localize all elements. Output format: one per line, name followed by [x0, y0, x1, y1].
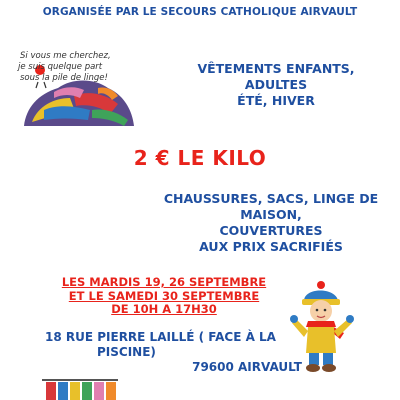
- clothes-rack-illustration: [40, 376, 120, 400]
- items-line: COUVERTURES: [219, 223, 323, 238]
- items-list: [160, 191, 382, 255]
- organizer-line: ORGANISÉE PAR LE SECOURS CATHOLIQUE AIRVAULT: [42, 6, 358, 18]
- winter-child-illustration: [286, 275, 356, 373]
- address-city: 79600 AIRVAULT: [192, 360, 302, 374]
- address-line: 18 RUE PIERRE LAILLÉ ( FACE À LA: [45, 330, 276, 344]
- items-line: AUX PRIX SACRIFIÉS: [199, 239, 343, 254]
- dates-line: DE 10H A 17H30: [111, 302, 217, 316]
- caption-line-3: sous la pile de linge!: [20, 73, 108, 83]
- clothes-types: [178, 61, 374, 109]
- clothes-line: ADULTES: [244, 77, 308, 92]
- dates-line: LES MARDIS 19, 26 SEPTEMBRE: [61, 275, 267, 289]
- items-line: CHAUSSURES, SACS, LINGE DE MAISON,: [163, 191, 379, 222]
- price-per-kilo: 2 € LE KILO: [133, 146, 267, 170]
- pile-caption: [17, 51, 111, 83]
- dates-line: ET LE SAMEDI 30 SEPTEMBRE: [68, 288, 260, 303]
- address: [45, 330, 305, 375]
- address-line: PISCINE): [97, 345, 156, 359]
- caption-line-1: Si vous me cherchez,: [20, 51, 111, 61]
- clothes-line: VÊTEMENTS ENFANTS,: [197, 61, 355, 76]
- sale-dates: [44, 276, 284, 317]
- clothes-pile-illustration: [14, 48, 140, 128]
- caption-line-2: je suis quelque part: [18, 62, 103, 72]
- clothes-line: ÉTÉ, HIVER: [237, 93, 315, 108]
